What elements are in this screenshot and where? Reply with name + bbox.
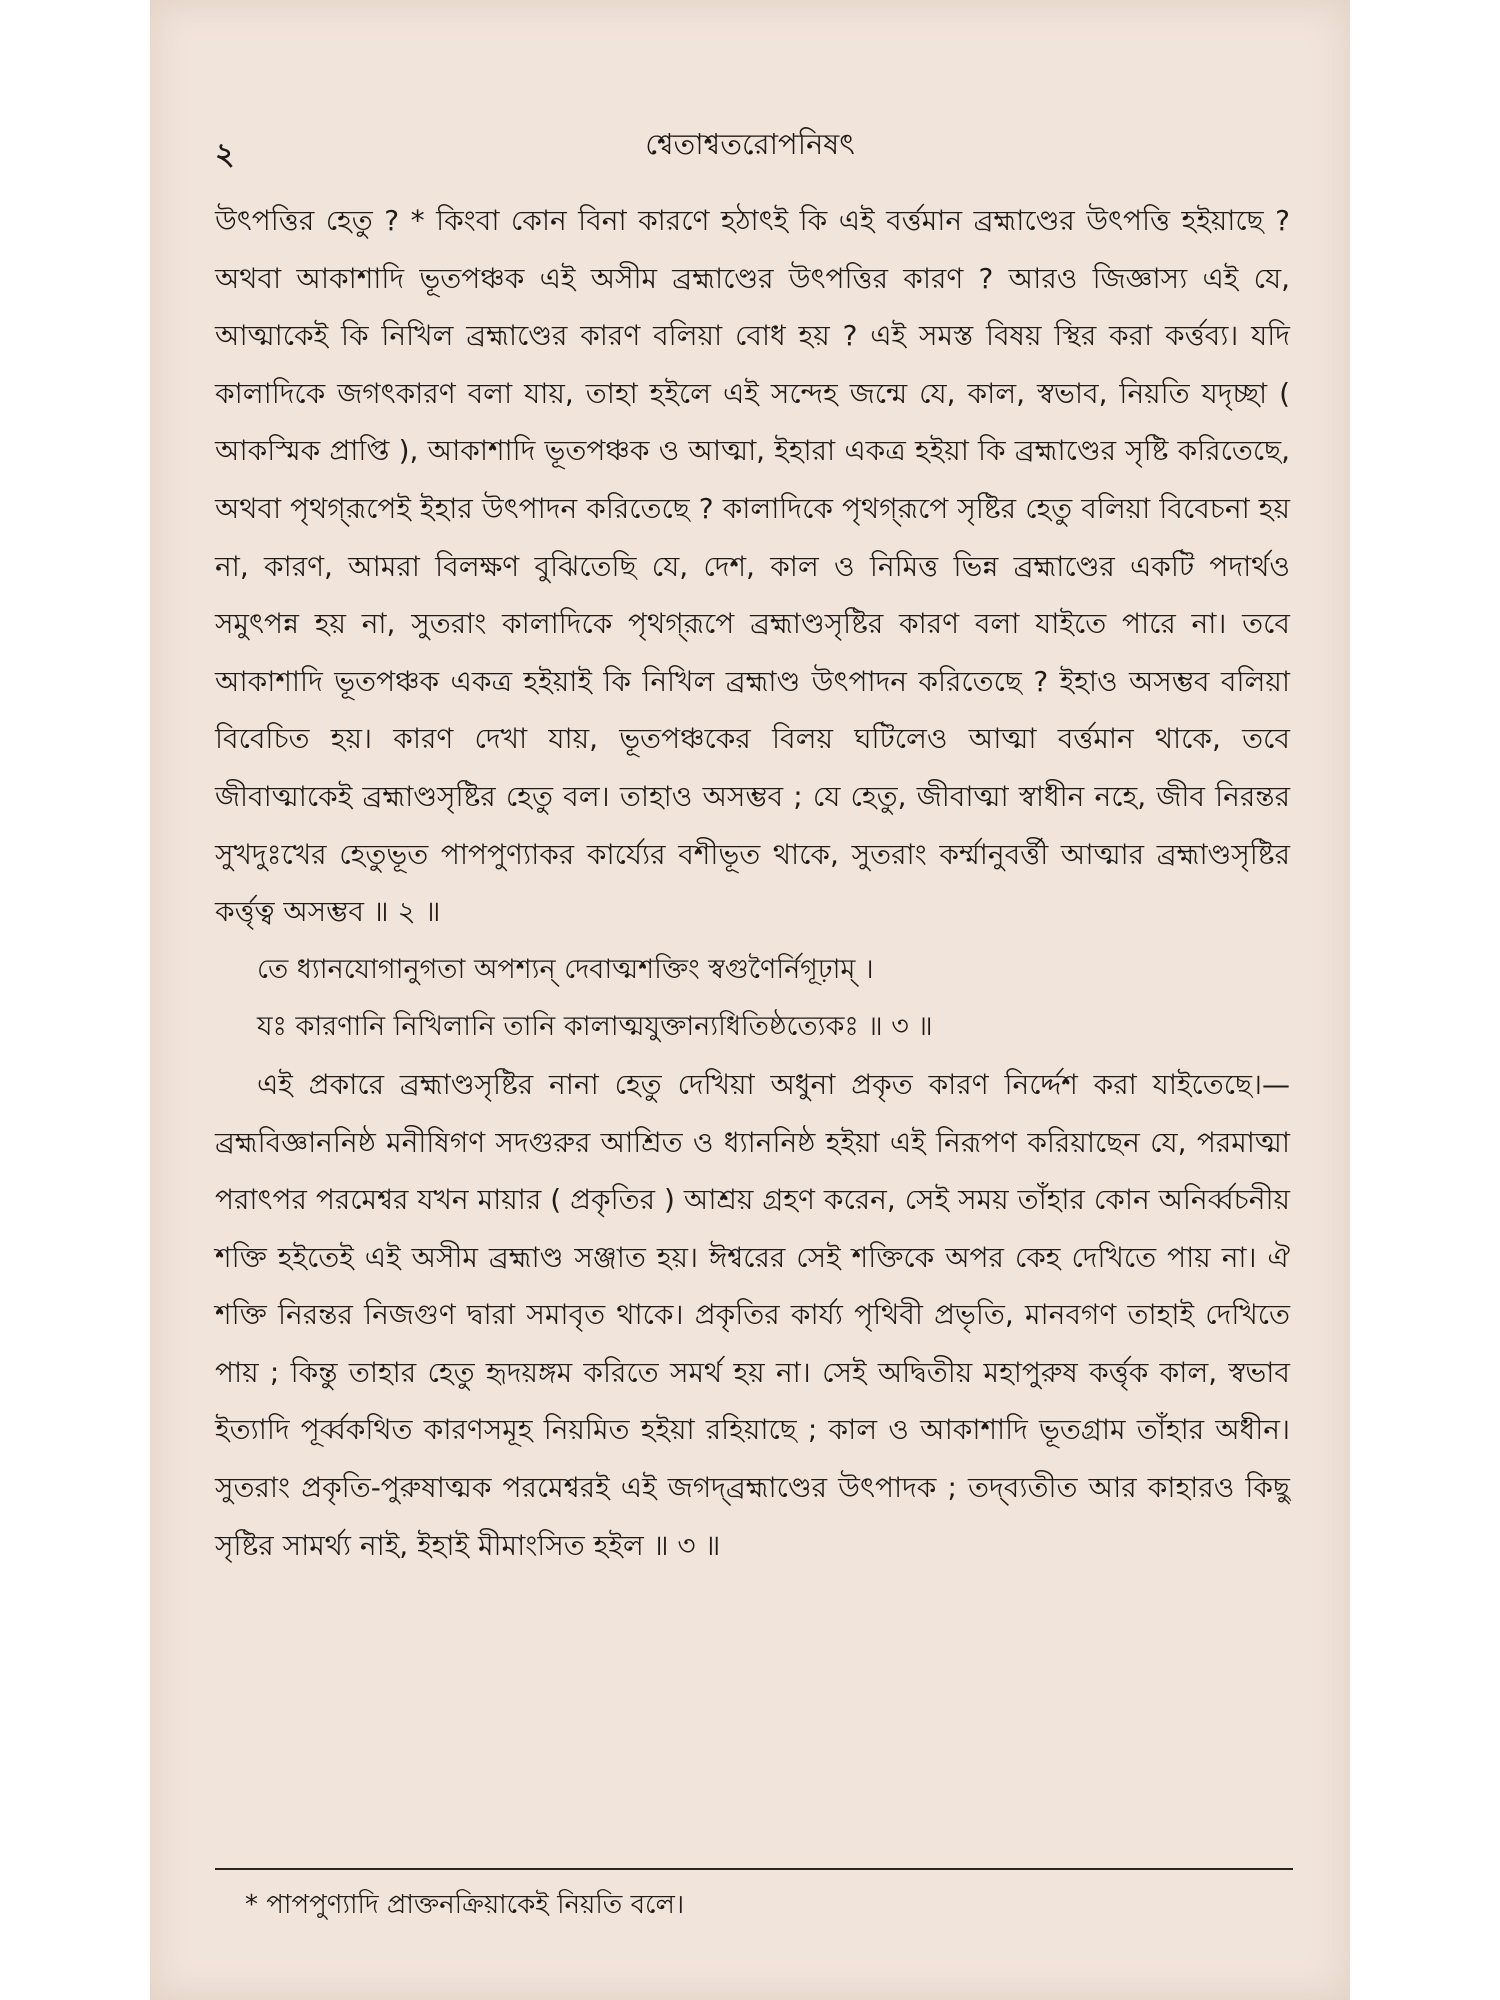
running-head-title: শ্বেতাশ্বতরোপনিষৎ [645, 127, 855, 161]
paragraph-1: উৎপত্তির হেতু ? * কিংবা কোন বিনা কারণে হঠাৎই কি এই বর্ত্তমান ব্রহ্মাণ্ডের উৎপত্তি হইয়াছে ? অথবা আকাশাদি ভূতপঞ্চক এই অসীম ব্রহ্মাণ্ডের উৎপত্তির কারণ ? আরও জিজ্ঞাস্য এই যে, আত্মাকেই কি নিখিল ব্রহ্মাণ্ডের কারণ বলিয়া বোধ হয় ? এই সমস্ত বিষয় স্থির করা কর্ত্তব্য। যদি কালাদিকে জগৎকারণ বলা যায়, তাহা হইলে এই সন্দেহ জন্মে যে, কাল, স্বভাব, নিয়তি যদৃচ্ছা ( আকস্মিক প্রাপ্তি ), আকাশাদি ভূতপঞ্চক ও আত্মা, ইহারা একত্র হইয়া কি ব্রহ্মাণ্ডের সৃষ্টি করিতেছে, অথবা পৃথগ্‌রূপেই ইহার উৎপাদন করিতেছে ? কালাদিকে পৃথগ্‌রূপে সৃষ্টির হেতু বলিয়া বিবেচনা হয় না, কারণ, আমরা বিলক্ষণ বুঝিতেছি যে, দেশ, কাল ও নিমিত্ত ভিন্ন ব্রহ্মাণ্ডের একটি পদার্থও সমুৎপন্ন হয় না, সুতরাং কালাদিকে পৃথগ্‌রূপে ব্রহ্মাণ্ডসৃষ্টির কারণ বলা যাইতে পারে না। তবে আকাশাদি ভূতপঞ্চক একত্র হইয়াই কি নিখিল ব্রহ্মাণ্ড উৎপাদন করিতেছে ? ইহাও অসম্ভব বলিয়া বিবেচিত হয়। কারণ দেখা যায়, ভূতপঞ্চকের বিলয় ঘটিলেও আত্মা বর্ত্তমান থাকে, তবে জীবাত্মাকেই ব্রহ্মাণ্ডসৃষ্টির হেতু বল। তাহাও অসম্ভব ; যে হেতু, জীবাত্মা স্বাধীন নহে, জীব নিরন্তর সুখদুঃখের হেতুভূত পাপপুণ্যাকর কার্য্যের বশীভূত থাকে, সুতরাং কর্ম্মানুবর্ত্তী আত্মার ব্রহ্মাণ্ডসৃষ্টির কর্ত্তৃত্ব অসম্ভব ॥ ২ ॥ [215, 204, 1290, 929]
paragraph-2: এই প্রকারে ব্রহ্মাণ্ডসৃষ্টির নানা হেতু দেখিয়া অধুনা প্রকৃত কারণ নির্দ্দেশ করা যাইতেছে।—ব্রহ্মবিজ্ঞাননিষ্ঠ মনীষিগণ সদগুরুর আশ্রিত ও ধ্যাননিষ্ঠ হইয়া এই নিরূপণ করিয়াছেন যে, পরমাত্মা পরাৎপর পরমেশ্বর যখন মায়ার ( প্রকৃতির ) আশ্রয় গ্রহণ করেন, সেই সময় তাঁহার কোন অনির্ব্বচনীয় শক্তি হইতেই এই অসীম ব্রহ্মাণ্ড সঞ্জাত হয়। ঈশ্বরের সেই শক্তিকে অপর কেহ দেখিতে পায় না। ঐ শক্তি নিরন্তর নিজগুণ দ্বারা সমাবৃত থাকে। প্রকৃতির কার্য্য পৃথিবী প্রভৃতি, মানবগণ তাহাই দেখিতে পায় ; কিন্তু তাহার হেতু হৃদয়ঙ্গম করিতে সমর্থ হয় না। সেই অদ্বিতীয় মহাপুরুষ কর্ত্তৃক কাল, স্বভাব ইত্যাদি পূর্ব্বকথিত কারণসমূহ নিয়মিত হইয়া রহিয়াছে ; কাল ও আকাশাদি ভূতগ্রাম তাঁহার অধীন। সুতরাং প্রকৃতি-পুরুষাত্মক পরমেশ্বরই এই জগদ্‌ব্রহ্মাণ্ডের উৎপাদক ; তদ্‌ব্যতীত আর কাহারও কিছু সৃষ্টির সামর্থ্য নাই, ইহাই মীমাংসিত হইল ॥ ৩ ॥ [215, 1067, 1290, 1562]
verse-line-1: তে ধ্যানযোগানুগতা অপশ্যন্ দেবাত্মশক্তিং স্বগুণৈর্নিগূঢ়াম্ । [257, 953, 874, 985]
verse-line-2: যঃ কারণানি নিখিলানি তানি কালাত্মযুক্তান্যধিতিষ্ঠত্যেকঃ ॥ ৩ ॥ [257, 1011, 933, 1043]
page-body [215, 192, 1290, 1574]
footnote: * পাপপুণ্যাদি প্রাক্তনক্রিয়াকেই নিয়তি বলে। [245, 1890, 685, 1920]
footnote-divider [215, 1868, 1293, 1870]
book-page [150, 0, 1350, 2000]
page-number: ২ [215, 137, 235, 172]
